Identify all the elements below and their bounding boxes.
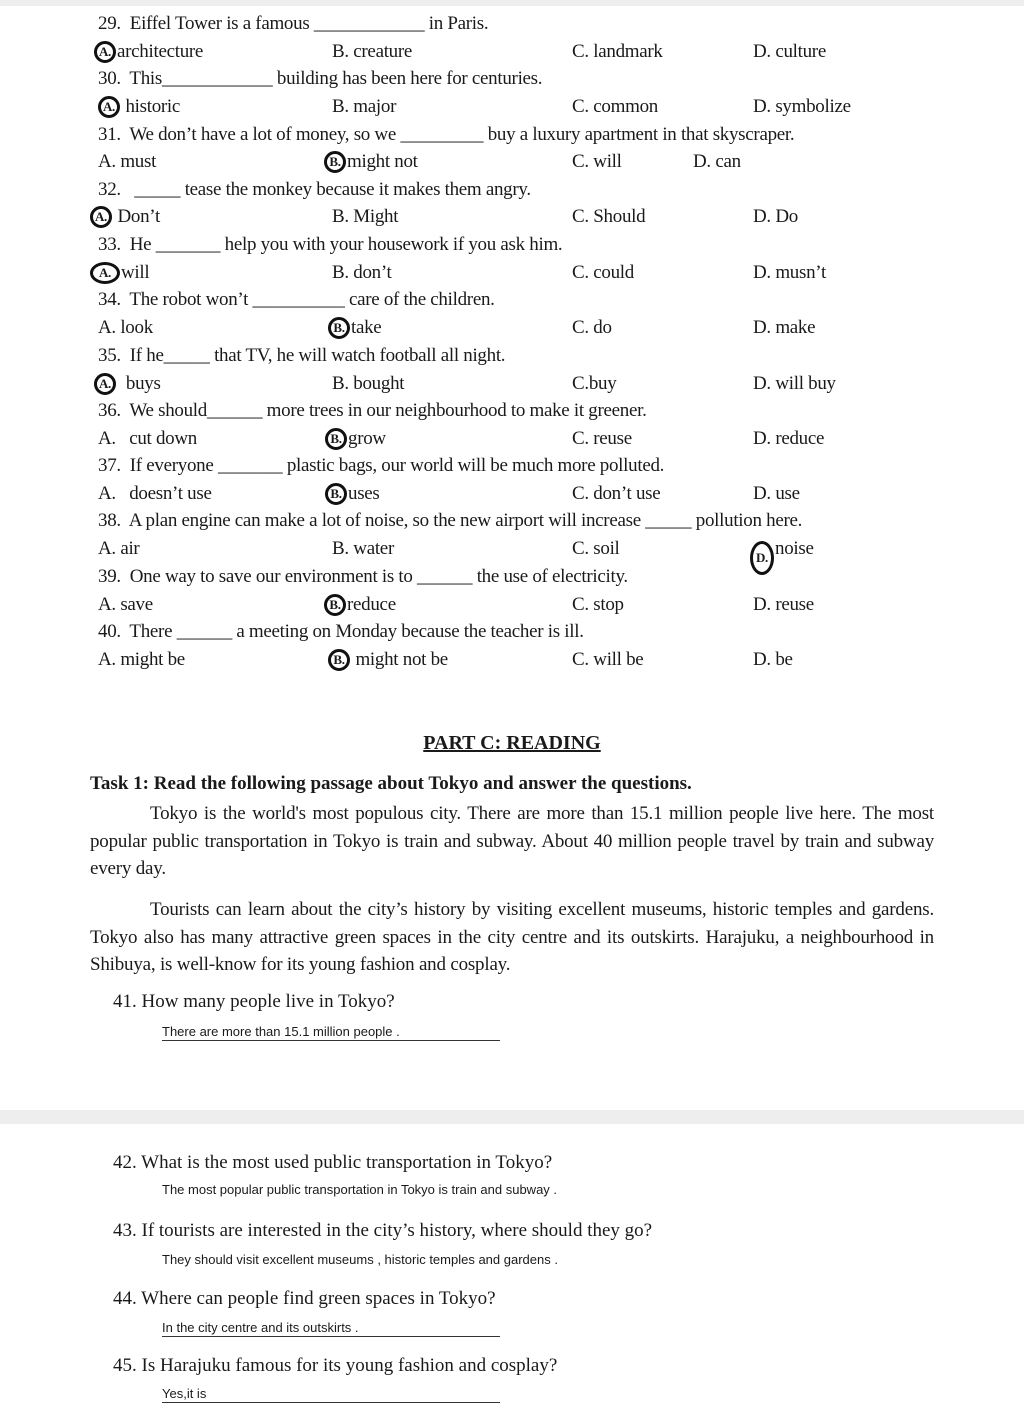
question-36: 36. We should______ more trees in our neighbourhood to make it greener. bbox=[98, 400, 647, 421]
q38-option-d: D. noise bbox=[750, 538, 814, 575]
answer-circle-icon: B. bbox=[328, 649, 350, 671]
q33-option-b: B. don’t bbox=[332, 262, 392, 283]
q39-option-a: A. save bbox=[98, 594, 153, 615]
question-31: 31. We don’t have a lot of money, so we _________ buy a luxury apartment in that skyscraper. bbox=[98, 124, 795, 145]
part-c-title: PART C: READING bbox=[423, 732, 601, 754]
q30-option-c: C. common bbox=[572, 96, 658, 117]
q33-option-d: D. musn’t bbox=[753, 262, 826, 283]
q40-option-a: A. might be bbox=[98, 649, 185, 670]
answer-43: They should visit excellent museums , historic temples and gardens . bbox=[162, 1252, 558, 1267]
question-40: 40. There ______ a meeting on Monday because the teacher is ill. bbox=[98, 621, 584, 642]
q31-option-d: D. can bbox=[693, 151, 741, 172]
q40-option-d: D. be bbox=[753, 649, 793, 670]
q30-option-b: B. major bbox=[332, 96, 397, 117]
q36-option-b: B. grow bbox=[325, 428, 386, 450]
question-38: 38. A plan engine can make a lot of noise, so the new airport will increase _____ pollution here. bbox=[98, 510, 803, 531]
reading-question-41: 41. How many people live in Tokyo? bbox=[113, 991, 395, 1012]
reading-question-45: 45. Is Harajuku famous for its young fashion and cosplay? bbox=[113, 1355, 558, 1376]
q34-option-c: C. do bbox=[572, 317, 612, 338]
q35-option-d: D. will buy bbox=[753, 373, 836, 394]
reading-question-44: 44. Where can people find green spaces in Tokyo? bbox=[113, 1288, 496, 1309]
q35-option-b: B. bought bbox=[332, 373, 405, 394]
q31-option-a: A. must bbox=[98, 151, 157, 172]
reading-question-43: 43. If tourists are interested in the city’s history, where should they go? bbox=[113, 1220, 653, 1241]
q35-option-a: A. buys bbox=[94, 373, 161, 395]
q38-option-b: B. water bbox=[332, 538, 394, 559]
q37-option-d: D. use bbox=[753, 483, 800, 504]
q29-option-d: D. culture bbox=[753, 41, 826, 62]
answer-circle-icon: A. bbox=[90, 206, 112, 228]
q31-option-c: C. will bbox=[572, 151, 622, 172]
answer-circle-icon: B. bbox=[324, 594, 346, 616]
answer-circle-icon: B. bbox=[325, 483, 347, 505]
answer-circle-icon: B. bbox=[325, 428, 347, 450]
q40-option-c: C. will be bbox=[572, 649, 644, 670]
question-34: 34. The robot won’t __________ care of the children. bbox=[98, 289, 495, 310]
page-top-edge bbox=[0, 0, 1024, 6]
answer-circle-icon: D. bbox=[750, 541, 774, 575]
answer-44: In the city centre and its outskirts . bbox=[162, 1320, 500, 1337]
q37-option-a: A. doesn’t use bbox=[98, 483, 212, 504]
answer-circle-icon: A. bbox=[94, 373, 116, 395]
q34-option-d: D. make bbox=[753, 317, 816, 338]
answer-circle-icon: A. bbox=[98, 96, 120, 118]
q29-option-a: A. architecture bbox=[94, 41, 203, 63]
question-39: 39. One way to save our environment is to ______ the use of electricity. bbox=[98, 566, 628, 587]
q38-option-c: C. soil bbox=[572, 538, 620, 559]
page-break-band bbox=[0, 1110, 1024, 1124]
answer-41: There are more than 15.1 million people . bbox=[162, 1024, 500, 1041]
q32-option-d: D. Do bbox=[753, 206, 798, 227]
q35-option-c: C.buy bbox=[572, 373, 617, 394]
passage-paragraph-2: Tourists can learn about the city’s history by visiting excellent museums, historic temples and gardens. Tokyo also has many attractive green spaces in the city centre and its outskirts. Harajuku, a neighbourhood in Shibuya, is well-know for its young fashion and cosplay. bbox=[90, 899, 934, 975]
answer-circle-icon: A. bbox=[90, 262, 120, 284]
answer-circle-icon: B. bbox=[324, 151, 346, 173]
answer-circle-icon: A. bbox=[94, 41, 116, 63]
question-32: 32. _____ tease the monkey because it makes them angry. bbox=[98, 179, 531, 200]
q31-option-b: B. might not bbox=[324, 151, 418, 173]
answer-45: Yes,it is bbox=[162, 1386, 500, 1403]
question-37: 37. If everyone _______ plastic bags, our world will be much more polluted. bbox=[98, 455, 665, 476]
question-29: 29. Eiffel Tower is a famous ____________ in Paris. bbox=[98, 13, 489, 34]
answer-circle-icon: B. bbox=[328, 317, 350, 339]
q33-option-a: A. will bbox=[90, 262, 149, 284]
q34-option-b: B. take bbox=[328, 317, 381, 339]
q33-option-c: C. could bbox=[572, 262, 634, 283]
q36-option-d: D. reduce bbox=[753, 428, 825, 449]
q32-option-b: B. Might bbox=[332, 206, 399, 227]
q37-option-b: B. uses bbox=[325, 483, 380, 505]
q39-option-c: C. stop bbox=[572, 594, 624, 615]
q36-option-a: A. cut down bbox=[98, 428, 198, 449]
q34-option-a: A. look bbox=[98, 317, 153, 338]
q30-option-a: A. historic bbox=[98, 96, 180, 118]
q32-option-a: A. Don’t bbox=[90, 206, 160, 228]
q40-option-b: B. might not be bbox=[328, 649, 448, 671]
task-1-title: Task 1: Read the following passage about Tokyo and answer the questions. bbox=[90, 773, 692, 794]
question-35: 35. If he_____ that TV, he will watch football all night. bbox=[98, 345, 506, 366]
q39-option-b: B. reduce bbox=[324, 594, 396, 616]
q29-option-c: C. landmark bbox=[572, 41, 663, 62]
question-30: 30. This____________ building has been here for centuries. bbox=[98, 68, 543, 89]
q37-option-c: C. don’t use bbox=[572, 483, 661, 504]
q38-option-a: A. air bbox=[98, 538, 140, 559]
q36-option-c: C. reuse bbox=[572, 428, 632, 449]
q39-option-d: D. reuse bbox=[753, 594, 814, 615]
passage-paragraph-1: Tokyo is the world's most populous city. There are more than 15.1 million people live here. The most popular public transportation in Tokyo is train and subway. About 40 million people travel by train and subway every day. bbox=[90, 803, 934, 879]
question-33: 33. He _______ help you with your housework if you ask him. bbox=[98, 234, 563, 255]
q32-option-c: C. Should bbox=[572, 206, 646, 227]
reading-question-42: 42. What is the most used public transportation in Tokyo? bbox=[113, 1152, 553, 1173]
q29-option-b: B. creature bbox=[332, 41, 413, 62]
answer-42: The most popular public transportation in Tokyo is train and subway . bbox=[162, 1182, 558, 1197]
q30-option-d: D. symbolize bbox=[753, 96, 851, 117]
